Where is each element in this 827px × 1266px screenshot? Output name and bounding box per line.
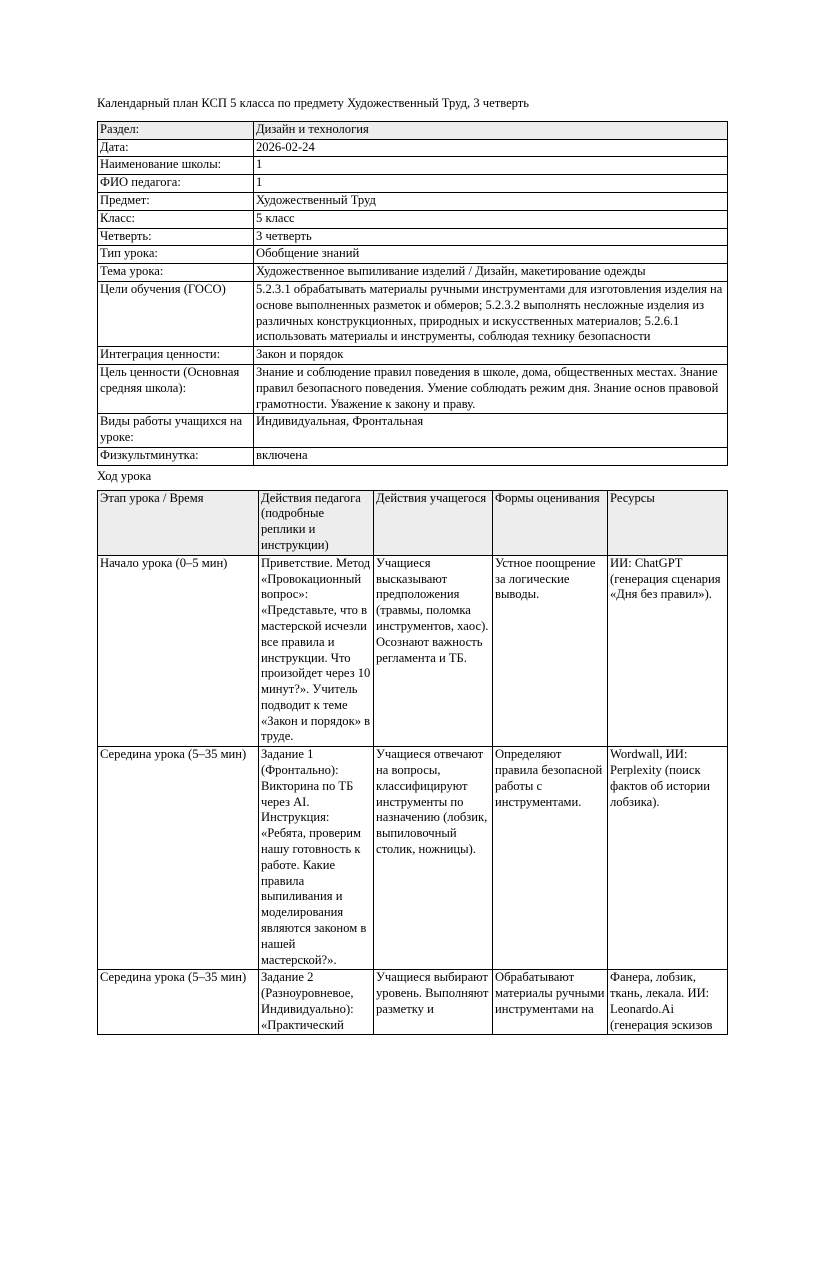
table-row	[98, 246, 728, 264]
table-row	[98, 447, 728, 465]
cell-stage: Середина урока (5–35 мин)	[98, 747, 259, 970]
info-value: Индивидуальная, Фронтальная	[254, 414, 728, 448]
cell-resources: Wordwall, ИИ: Perplexity (поиск фактов об истории лобзика).	[608, 747, 728, 970]
clipped-text: Середина урока (5–35 мин)	[100, 970, 247, 985]
table-row	[98, 264, 728, 282]
info-label: Интеграция ценности:	[98, 347, 254, 365]
cell-teacher-actions: Задание 1 (Фронтально): Викторина по ТБ через AI. Инструкция: «Ребята, проверим нашу готовность к работе. Какие правила выпиливания и моделирования являются законом в нашей мастерской?».	[259, 747, 374, 970]
info-value: 3 четверть	[254, 228, 728, 246]
cell-teacher-actions	[259, 970, 374, 1035]
lesson-info-table	[97, 121, 728, 466]
info-value: включена	[254, 447, 728, 465]
info-value: Художественное выпиливание изделий / Дизайн, макетирование одежды	[254, 264, 728, 282]
info-value: Дизайн и технология	[254, 121, 728, 139]
cell-assessment	[493, 970, 608, 1035]
info-value: Обобщение знаний	[254, 246, 728, 264]
table-row	[98, 555, 728, 747]
info-label: Цели обучения (ГОСО)	[98, 281, 254, 346]
cell-assessment: Устное поощрение за логические выводы.	[493, 555, 608, 747]
table-row	[98, 157, 728, 175]
section-heading: Ход урока	[97, 468, 152, 483]
column-header-student-actions: Действия учащегося	[374, 490, 493, 555]
info-label: Физкультминутка:	[98, 447, 254, 465]
info-label: ФИО педагога:	[98, 175, 254, 193]
info-value: 2026-02-24	[254, 139, 728, 157]
info-label: Наименование школы:	[98, 157, 254, 175]
table-row	[98, 192, 728, 210]
cell-teacher-actions: Приветствие. Метод «Провокационный вопрос»: «Представьте, что в мастерской исчезли все правила и инструкции. Что произойдет через 10 минут?». Учитель подводит к теме «Закон и порядок» в труде.	[259, 555, 374, 747]
cell-student-actions: Учащиеся отвечают на вопросы, классифицируют инструменты по назначению (лобзик, выпиловочный столик, ножницы).	[374, 747, 493, 970]
column-header-resources: Ресурсы	[608, 490, 728, 555]
info-label: Цель ценности (Основная средняя школа):	[98, 364, 254, 413]
table-row	[98, 121, 728, 139]
info-value: Закон и порядок	[254, 347, 728, 365]
column-header-stage: Этап урока / Время	[98, 490, 259, 555]
cell-stage	[98, 970, 259, 1035]
table-row	[98, 139, 728, 157]
info-label: Предмет:	[98, 192, 254, 210]
info-label: Раздел:	[98, 121, 254, 139]
clipped-text: Задание 2 (Разноуровневое, Индивидуально): «Практический	[261, 970, 354, 1032]
table-row-clipped	[98, 970, 728, 1035]
info-value: 5.2.3.1 обрабатывать материалы ручными инструментами для изготовления изделия на основе выполненных разметок и обмеров; 5.2.3.2 выполнять несложные изделия из различных конструкционных, природных и искусственных материалов; 5.2.6.1 использовать материалы и инструменты, соблюдая технику безопасности	[254, 281, 728, 346]
info-value: Знание и соблюдение правил поведения в школе, дома, общественных местах. Знание правил безопасного поведения. Умение соблюдать режим дня. Знание основ правовой грамотности. Уважение к закону и праву.	[254, 364, 728, 413]
table-row	[98, 228, 728, 246]
table-row	[98, 364, 728, 413]
clipped-text: Обрабатывают материалы ручными инструментами на	[495, 970, 605, 1017]
info-label: Класс:	[98, 210, 254, 228]
info-value: 5 класс	[254, 210, 728, 228]
table-row	[98, 414, 728, 448]
cell-assessment: Определяют правила безопасной работы с инструментами.	[493, 747, 608, 970]
cell-student-actions	[374, 970, 493, 1035]
cell-stage: Начало урока (0–5 мин)	[98, 555, 259, 747]
table-row	[98, 210, 728, 228]
info-value: 1	[254, 175, 728, 193]
clipped-text: Учащиеся выбирают уровень. Выполняют разметку и	[376, 970, 489, 1017]
column-header-teacher-actions: Действия педагога (подробные реплики и инструкции)	[259, 490, 374, 555]
info-label: Тип урока:	[98, 246, 254, 264]
table-row	[98, 281, 728, 346]
cell-student-actions: Учащиеся высказывают предположения (травмы, поломка инструментов, хаос). Осознают важность регламента и ТБ.	[374, 555, 493, 747]
info-label: Тема урока:	[98, 264, 254, 282]
table-row	[98, 747, 728, 970]
table-header-row	[98, 490, 728, 555]
clipped-text: Фанера, лобзик, ткань, лекала. ИИ: Leonardo.Ai (генерация эскизов	[610, 970, 713, 1032]
cell-resources	[608, 970, 728, 1035]
column-header-assessment: Формы оценивания	[493, 490, 608, 555]
info-value: 1	[254, 157, 728, 175]
table-row	[98, 175, 728, 193]
info-value: Художественный Труд	[254, 192, 728, 210]
info-label: Виды работы учащихся на уроке:	[98, 414, 254, 448]
doc-title: Календарный план КСП 5 класса по предмету Художественный Труд, 3 четверть	[97, 96, 530, 110]
info-label: Дата:	[98, 139, 254, 157]
cell-resources: ИИ: ChatGPT (генерация сценария «Дня без правил»).	[608, 555, 728, 747]
lesson-flow-table	[97, 490, 728, 1036]
document-page	[97, 96, 727, 1035]
info-label: Четверть:	[98, 228, 254, 246]
table-row	[98, 347, 728, 365]
